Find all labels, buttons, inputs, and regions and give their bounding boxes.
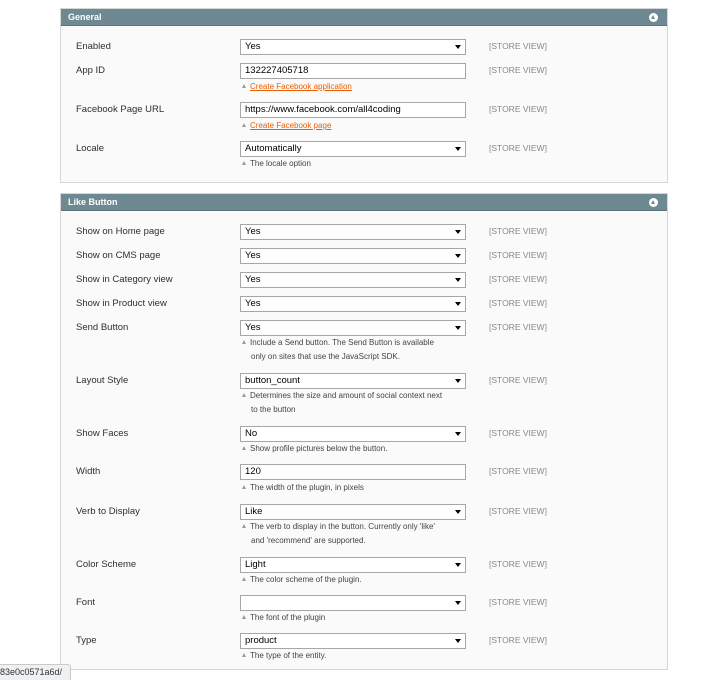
like-button-section (60, 193, 668, 670)
scope-label: [STORE VIEW] (489, 250, 547, 260)
chevron-down-icon (455, 302, 461, 306)
like-button-section-header[interactable] (61, 194, 667, 211)
scope-label: [STORE VIEW] (489, 41, 547, 51)
locale-note: The locale option (242, 157, 472, 171)
show-faces-label: Show Faces (76, 428, 129, 439)
chevron-down-icon (455, 326, 461, 330)
note-caret-icon (242, 485, 246, 489)
note-caret-icon (242, 161, 246, 165)
general-section (60, 8, 668, 183)
scope-label: [STORE VIEW] (489, 65, 547, 75)
note-caret-icon (242, 84, 246, 88)
show-product-select[interactable]: Yes (240, 296, 466, 312)
font-note: The font of the plugin (242, 611, 472, 625)
scope-label: [STORE VIEW] (489, 635, 547, 645)
width-input[interactable]: 120 (240, 464, 466, 480)
chevron-down-icon (455, 601, 461, 605)
page-url-note (242, 119, 472, 133)
note-caret-icon (242, 393, 246, 397)
chevron-down-icon (455, 254, 461, 258)
note-caret-icon (242, 615, 246, 619)
scope-label: [STORE VIEW] (489, 559, 547, 569)
scope-label: [STORE VIEW] (489, 428, 547, 438)
width-note: The width of the plugin, in pixels (242, 481, 472, 495)
chevron-down-icon (455, 45, 461, 49)
enabled-label: Enabled (76, 41, 111, 52)
chevron-down-icon (455, 230, 461, 234)
note-caret-icon (242, 446, 246, 450)
collapse-icon[interactable] (649, 198, 658, 207)
scope-label: [STORE VIEW] (489, 226, 547, 236)
page-url-input[interactable]: https://www.facebook.com/all4coding (240, 102, 466, 118)
note-caret-icon (242, 340, 246, 344)
color-scheme-label: Color Scheme (76, 559, 137, 570)
verb-note: The verb to display in the button. Currently only 'like' and 'recommend' are supported. (242, 520, 472, 548)
send-button-label: Send Button (76, 322, 129, 333)
color-scheme-select[interactable]: Light (240, 557, 466, 573)
show-cms-label: Show on CMS page (76, 250, 161, 261)
create-facebook-application-link[interactable]: Create Facebook application (250, 82, 352, 91)
layout-style-label: Layout Style (76, 375, 129, 386)
chevron-down-icon (455, 432, 461, 436)
chevron-down-icon (455, 510, 461, 514)
layout-style-note: Determines the size and amount of social context next to the button (242, 389, 472, 417)
verb-label: Verb to Display (76, 506, 140, 517)
general-section-title: General (68, 12, 102, 22)
show-faces-note: Show profile pictures below the button. (242, 442, 472, 456)
font-select[interactable] (240, 595, 466, 611)
show-faces-select[interactable]: No (240, 426, 466, 442)
locale-select[interactable]: Automatically (240, 141, 466, 157)
scope-label: [STORE VIEW] (489, 143, 547, 153)
note-caret-icon (242, 653, 246, 657)
collapse-icon[interactable] (649, 13, 658, 22)
width-label: Width (76, 466, 101, 477)
verb-select[interactable]: Like (240, 504, 466, 520)
app-id-label: App ID (76, 65, 106, 76)
show-home-label: Show on Home page (76, 226, 165, 237)
create-facebook-page-link[interactable]: Create Facebook page (250, 121, 332, 130)
send-button-select[interactable]: Yes (240, 320, 466, 336)
color-scheme-note: The color scheme of the plugin. (242, 573, 472, 587)
chevron-down-icon (455, 278, 461, 282)
page-url-label: Facebook Page URL (76, 104, 165, 115)
chevron-down-icon (455, 147, 461, 151)
general-section-header[interactable] (61, 9, 667, 26)
show-category-select[interactable]: Yes (240, 272, 466, 288)
note-caret-icon (242, 524, 246, 528)
scope-label: [STORE VIEW] (489, 466, 547, 476)
scope-label: [STORE VIEW] (489, 597, 547, 607)
browser-status-bar (0, 664, 71, 680)
note-caret-icon (242, 577, 246, 581)
show-category-label: Show in Category view (76, 274, 173, 285)
scope-label: [STORE VIEW] (489, 274, 547, 284)
app-id-input[interactable]: 132227405718 (240, 63, 466, 79)
scope-label: [STORE VIEW] (489, 298, 547, 308)
status-url: 83e0c0571a6d/ (0, 667, 63, 677)
chevron-down-icon (455, 379, 461, 383)
layout-style-select[interactable]: button_count (240, 373, 466, 389)
scope-label: [STORE VIEW] (489, 506, 547, 516)
scope-label: [STORE VIEW] (489, 375, 547, 385)
app-id-note (242, 80, 472, 94)
enabled-select[interactable]: Yes (240, 39, 466, 55)
scope-label: [STORE VIEW] (489, 322, 547, 332)
chevron-down-icon (455, 639, 461, 643)
chevron-down-icon (455, 563, 461, 567)
show-cms-select[interactable]: Yes (240, 248, 466, 264)
note-caret-icon (242, 123, 246, 127)
show-product-label: Show in Product view (76, 298, 167, 309)
locale-label: Locale (76, 143, 104, 154)
font-label: Font (76, 597, 96, 608)
type-label: Type (76, 635, 97, 646)
send-button-note: Include a Send button. The Send Button is available only on sites that use the JavaScript SDK. (242, 336, 472, 364)
type-note: The type of the entity. (242, 649, 472, 663)
like-button-section-title: Like Button (68, 197, 118, 207)
scope-label: [STORE VIEW] (489, 104, 547, 114)
show-home-select[interactable]: Yes (240, 224, 466, 240)
type-select[interactable]: product (240, 633, 466, 649)
